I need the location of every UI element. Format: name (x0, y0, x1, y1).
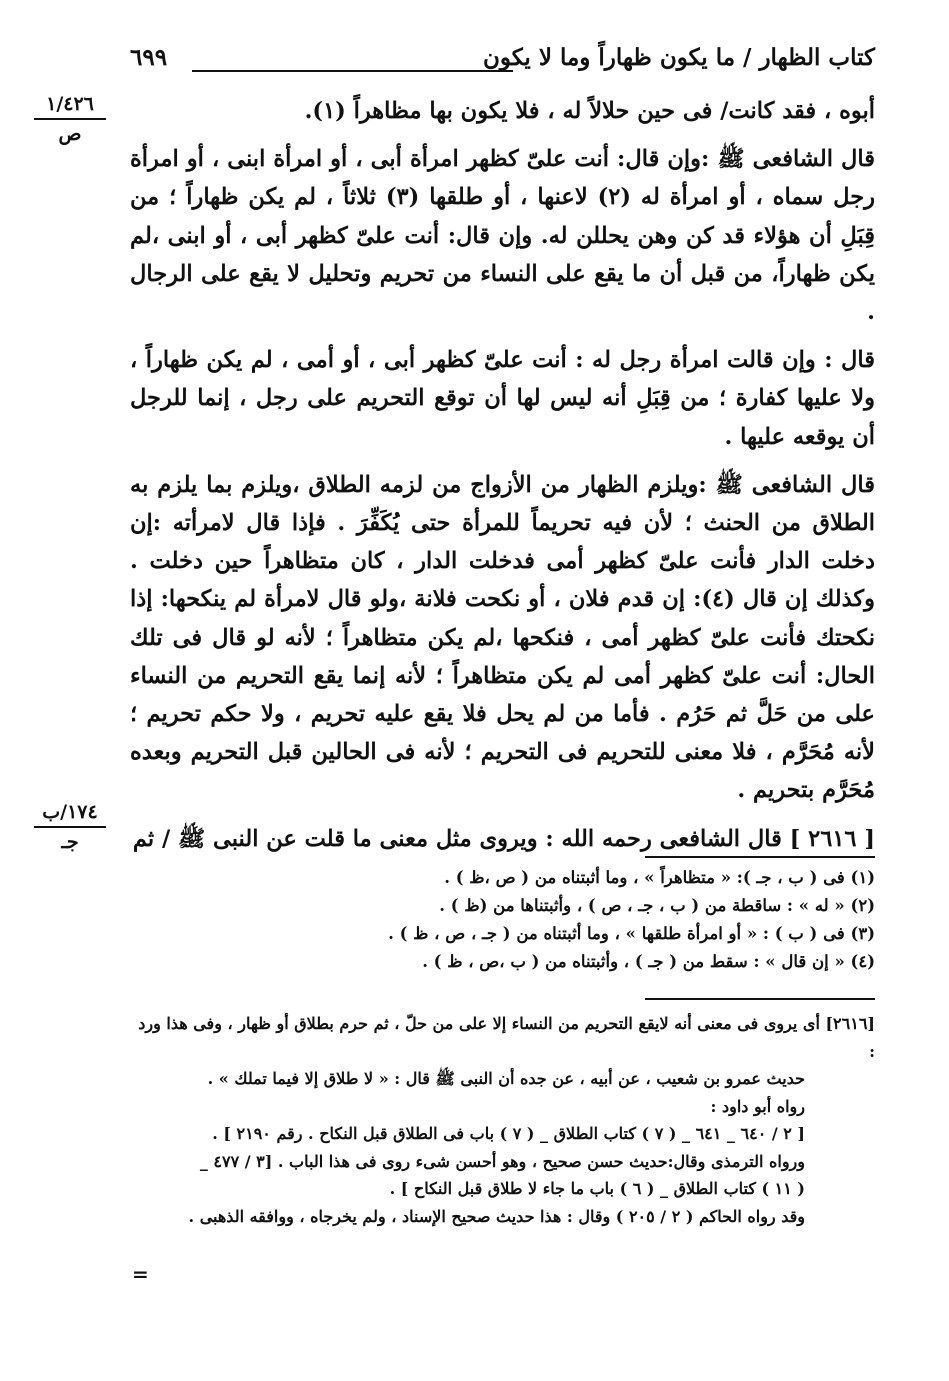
margin-ref-2-top: ١٧٤/ب (42, 801, 98, 823)
paragraph-3 (130, 341, 875, 456)
margin-ref-1-line (34, 118, 106, 120)
paragraph-2-text: :وإن قال: أنت علىّ كظهر امرأة أبى ، أو امرأة ابنى ، أو امرأة رجل سماه ، أو امرأة له (٢) لاعنها ، أو طلقها (٣) ثلاثاً ، لم يكن ظهاراً ؛ من قِبَلِ أن هؤلاء قد كن وهن يحللن له. وإن قال: أنت علىّ كظهر أبى ، أو ابنى ،لم يكن ظهاراً، من قبل أن ما يقع على النساء من تحريم وتحليل لا يقع على الرجال . (130, 146, 875, 326)
paragraph-1 (130, 92, 875, 130)
margin-reference-1 (30, 92, 110, 146)
footnote-1: (١) فى ( ب ، جـ ): « متظاهراً » ، وما أثبتناه من ( ص ،ظ ) . (444, 868, 875, 887)
takhrij-line-3: رواه أبو داود : (710, 1096, 805, 1116)
takhrij-line-2: حديث عمرو بن شعيب ، عن أبيه ، عن جده أن النبى ﷺ قال : « لا طلاق إلا فيما تملك » . (207, 1069, 805, 1088)
margin-ref-2-bottom: جـ (61, 831, 79, 853)
takhrij-line-5: ورواه الترمذى وقال:حديث حسن صحيح ، وهو أحسن شىء روى فى هذا الباب . [٣ / ٤٧٧ _ (199, 1151, 805, 1171)
margin-ref-2-line (34, 826, 106, 828)
takhrij-rule (645, 998, 875, 1000)
paragraph-1-text: أبوه ، فقد كانت/ فى حين حلالاً له ، فلا يكون بها مظاهراً (١). (304, 98, 875, 124)
paragraph-3-text: : وإن قالت امرأة رجل له : أنت علىّ كظهر أبى ، أو أمى ، لم يكن ظهاراً ، ولا عليها كفارة ؛ من قِبَلِ أنه ليس لها أن توقع التحريم على رجل ، إنما للرجل أن يوقعه عليها . (130, 347, 875, 450)
margin-ref-1-top: ١/٤٢٦ (46, 93, 94, 115)
continuation-mark: = (132, 1262, 149, 1286)
takhrij-notes (130, 1010, 875, 1230)
paragraph-3-lead: قال (841, 347, 875, 374)
paragraph-4-lead: قال الشافعى ﷺ (715, 471, 875, 498)
footnotes (130, 864, 875, 976)
takhrij-line-1: [٢٦١٦] أى يروى فى معنى أنه لايقع التحريم من النساء إلا على من حلّ ، ثم حرم بطلاق أو ظهار ، وفى هذا ورد : (138, 1014, 875, 1061)
paragraph-2 (130, 140, 875, 331)
takhrij-line-7: وقد رواه الحاكم ( ٢ / ٢٠٥ ) وقال : هذا حديث صحيح الإسناد ، ولم يخرجاه ، ووافقه الذهبى . (188, 1206, 805, 1226)
running-header (130, 40, 875, 84)
footnote-3: (٣) فى ( ب ) : « أو امرأة طلقها » ، وما أثبتناه من ( جـ ، ص ، ظ ) . (388, 924, 875, 943)
margin-reference-2 (30, 800, 110, 854)
paragraph-5 (130, 820, 875, 858)
takhrij-line-4: [ ٢ / ٦٤٠ _ ٦٤١ _ ( ٧ ) كتاب الطلاق _ ( ٧ ) باب فى الطلاق قبل النكاح . رقم ٢١٩٠ ] . (212, 1124, 805, 1143)
takhrij-line-6: ( ١١ ) كتاب الطلاق _ ( ٦ ) باب ما جاء لا طلاق قبل النكاح ] . (389, 1179, 805, 1198)
page-number: ٦٩٩ (130, 44, 168, 71)
paragraph-2-lead: قال الشافعى ﷺ (717, 146, 875, 173)
footnotes-rule (645, 856, 875, 858)
main-text (130, 92, 875, 868)
paragraph-4 (130, 466, 875, 810)
header-rule (192, 70, 513, 72)
header-title: كتاب الظهار / ما يكون ظهاراً وما لا يكون (482, 44, 875, 71)
margin-ref-1-bottom: ص (58, 123, 82, 145)
footnote-2: (٢) « له » : ساقطة من ( ب ، جـ ، ص ) ، وأثبتناها من (ظ ) . (439, 896, 875, 915)
paragraph-4-text: :ويلزم الظهار من الأزواج من لزمه الطلاق ،ويلزم بما يلزم به الطلاق من الحنث ؛ لأن فيه تحريماً للمرأة حتى يُكَفِّرَ . فإذا قال لامرأته :إن دخلت الدار فأنت علىّ كظهر أمى فدخلت الدار ، كان متظاهراً حين دخلت . وكذلك إن قال (٤): إن قدم فلان ، أو نكحت فلانة ،ولو قال لامرأة لم ينكحها: إذا نكحتك فأنت علىّ كظهر أمى ، فنكحها ،لم يكن متظاهراً ؛ لأنه لو قال فى تلك الحال: أنت علىّ كظهر أمى لم يكن متظاهراً ؛ لأنه إنما يقع التحريم من النساء على من حَلَّ ثم حَرُم . فأما من لم يحل فلا يقع عليه تحريم ، ولا حكم تحريم ؛ لأنه مُحَرَّم ، فلا معنى للتحريم فى التحريم ؛ لأنه فى الحالين قبل التحريم وبعده مُحَرَّم بتحريم . (130, 471, 875, 804)
paragraph-5-text: [ ٢٦١٦ ] قال الشافعى رحمه الله : ويروى مثل معنى ما قلت عن النبى ﷺ / ثم (132, 825, 875, 852)
footnote-4: (٤) « إن قال » : سقط من ( جـ ) ، وأثبتناه من ( ب ،ص ، ظ ) . (422, 952, 875, 971)
